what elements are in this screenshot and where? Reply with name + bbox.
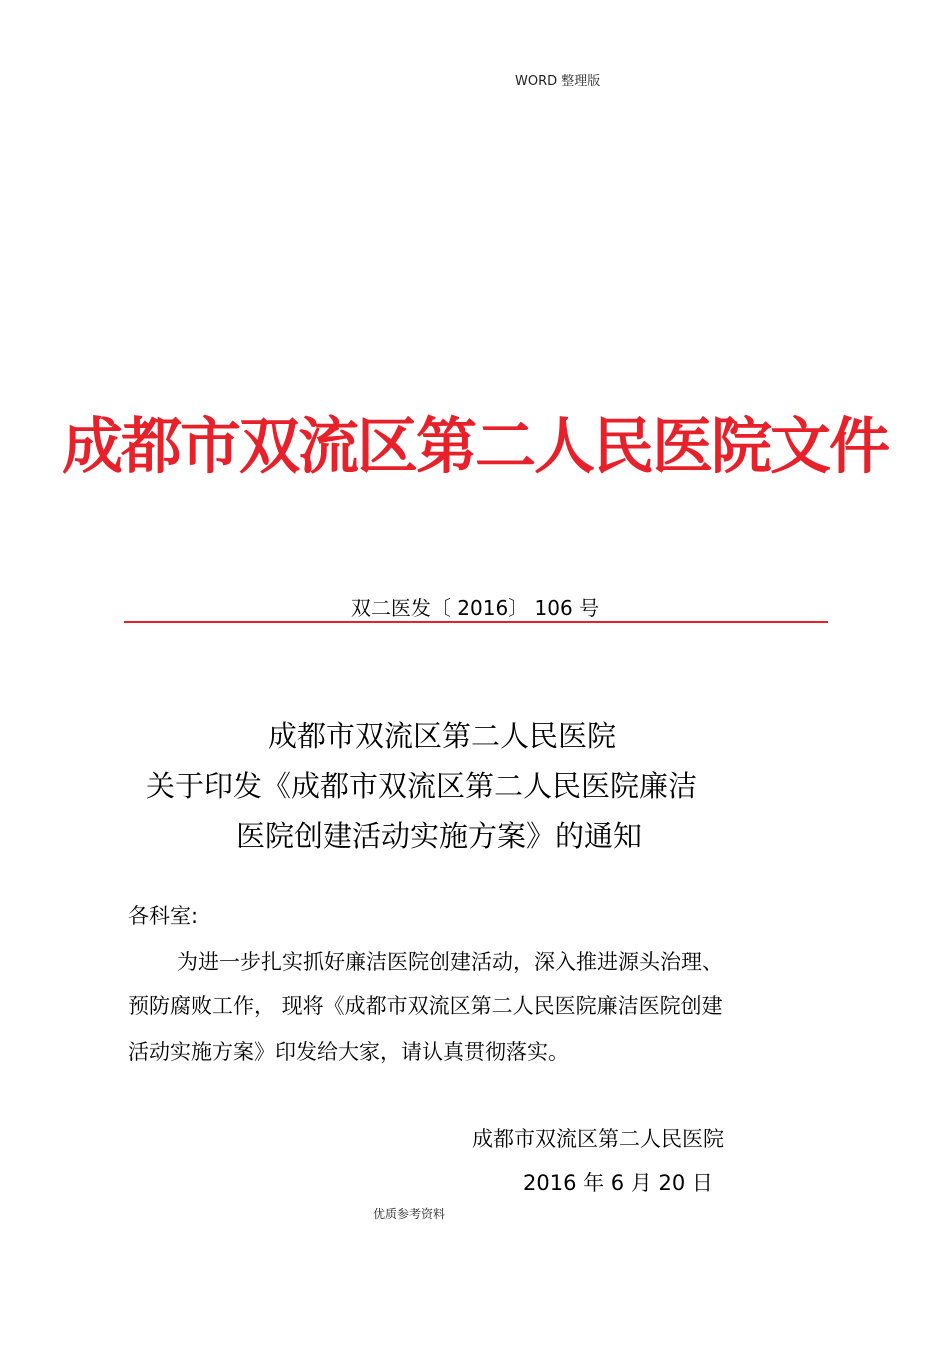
notice-title-line-3: 医院创建活动实施方案》的通知 [236, 819, 643, 853]
document-number: 双二医发〔 2016〕 106 号 [350, 596, 600, 620]
footer-note: 优质参考资料 [373, 1207, 446, 1221]
body-line-2: 预防腐败工作， 现将《成都市双流区第二人民医院廉洁医院创建 [128, 994, 723, 1018]
notice-title-line-2: 关于印发《成都市双流区第二人民医院廉洁 [146, 769, 698, 803]
notice-title-line-1: 成都市双流区第二人民医院 [268, 719, 617, 753]
red-divider-rule [124, 621, 828, 623]
signature-date: 2016 年 6 月 20 日 [523, 1171, 713, 1195]
document-heading: 成都市双流区第二人民医院文件 [61, 411, 888, 482]
body-line-1: 为进一步扎实抓好廉洁医院创建活动，深入推进源头治理、 [177, 950, 723, 974]
body-line-3: 活动实施方案》印发给大家，请认真贯彻落实。 [128, 1040, 569, 1064]
header-note: WORD 整理版 [515, 74, 601, 89]
signature-organization: 成都市双流区第二人民医院 [472, 1127, 724, 1151]
salutation: 各科室: [128, 904, 199, 928]
